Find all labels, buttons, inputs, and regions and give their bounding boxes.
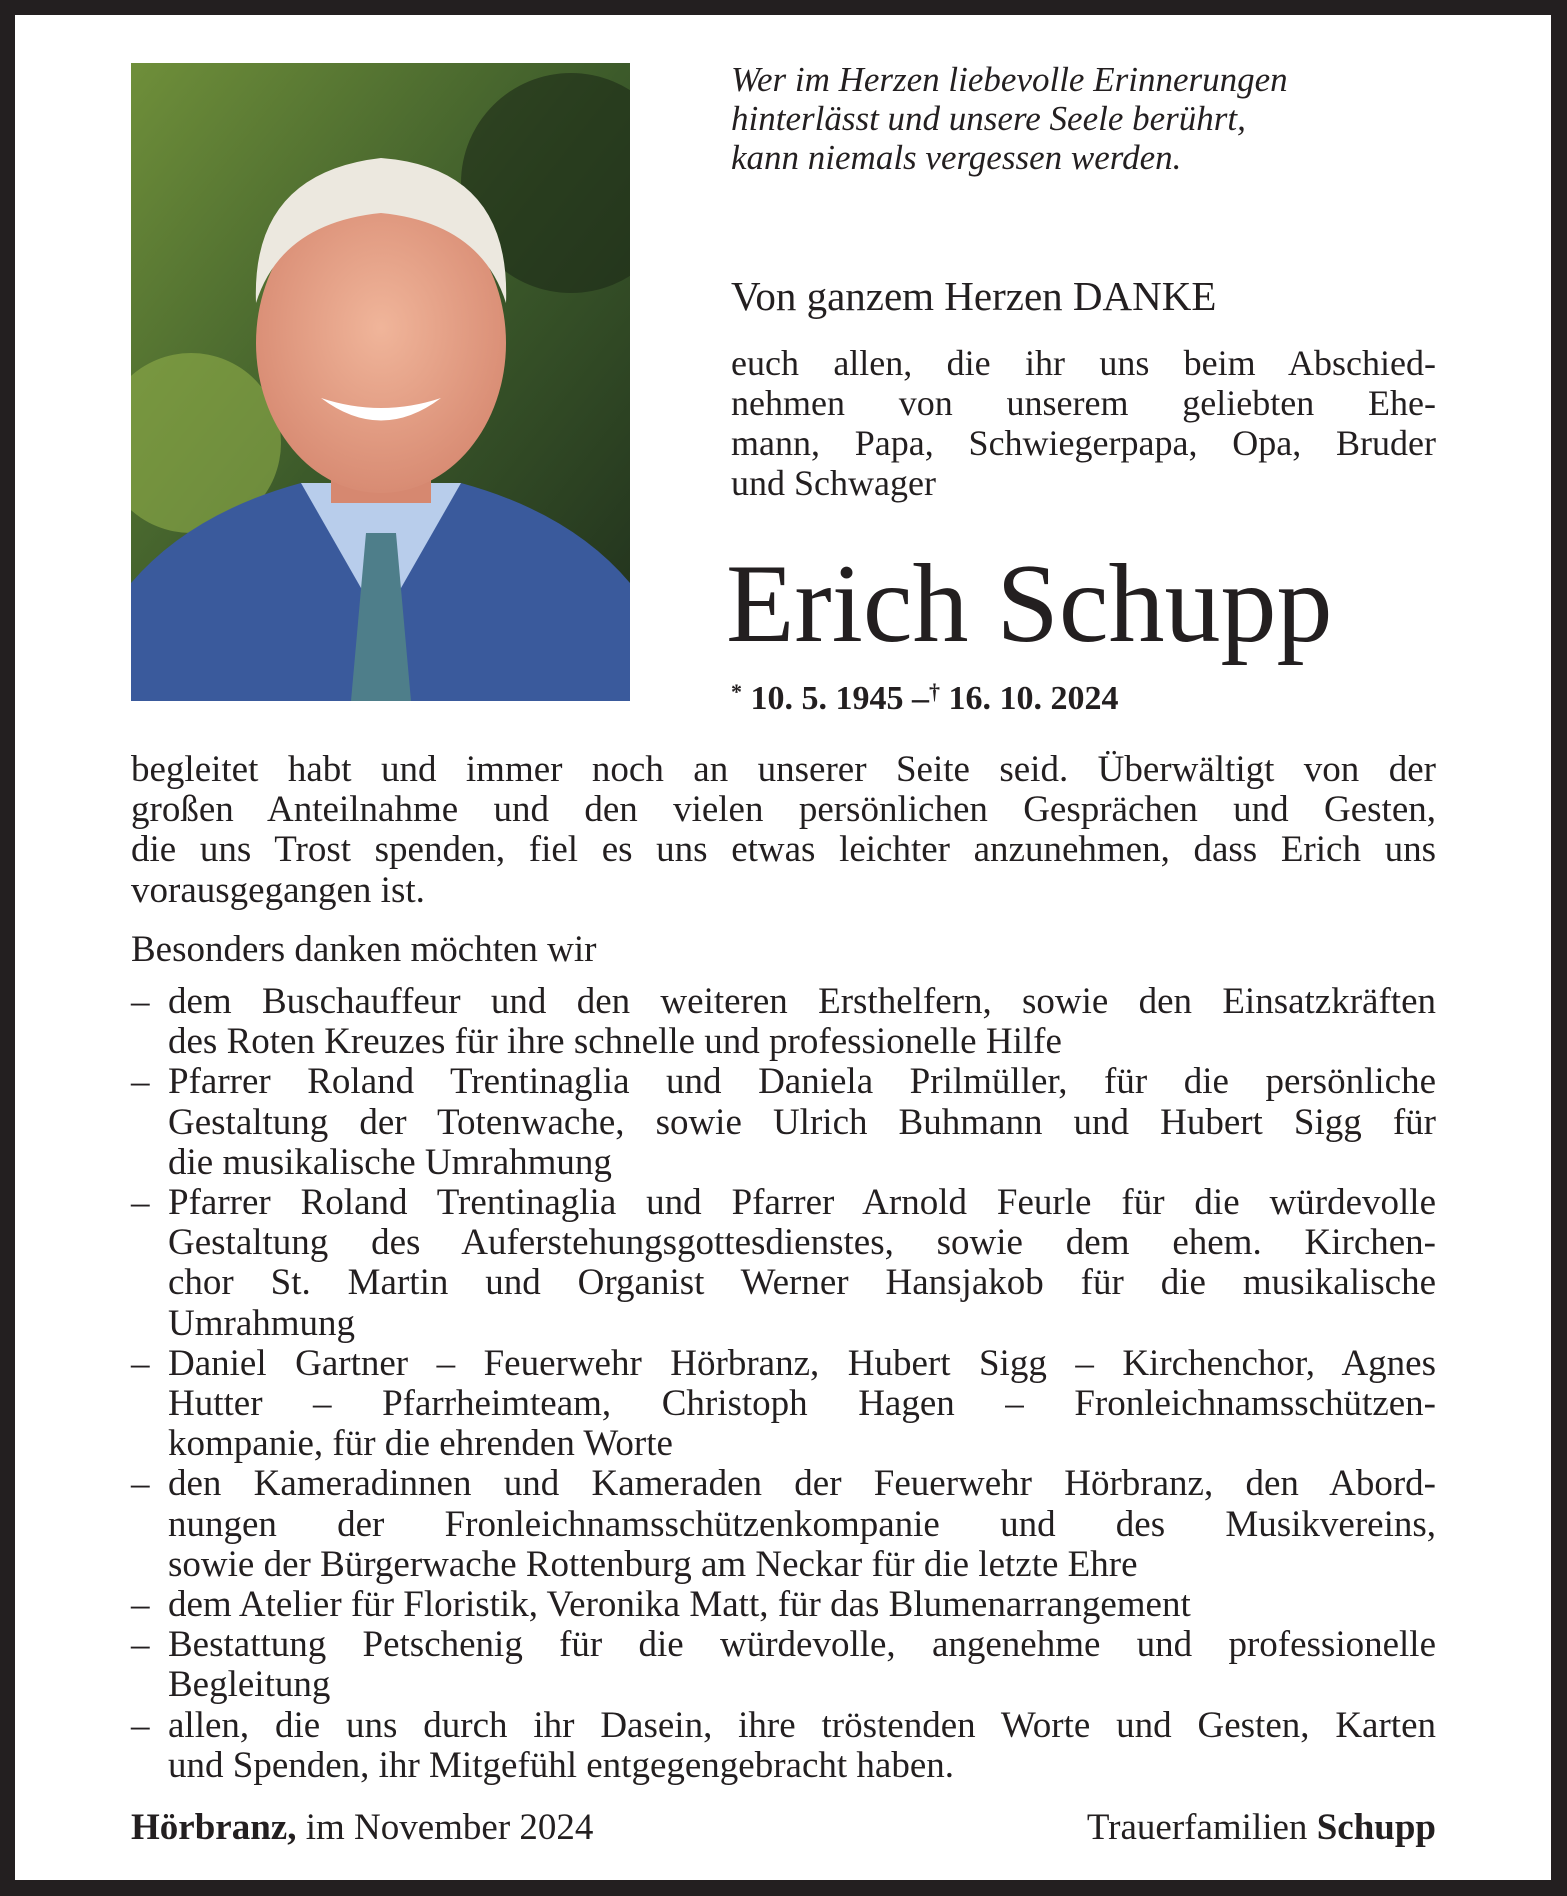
date-separator: – [912, 680, 929, 717]
list-item-line: des Roten Kreuzes für ihre schnelle und professionelle Hilfe [168, 1021, 1062, 1063]
thanks-intro: Besonders danken möchten wir [131, 929, 597, 970]
list-dash: – [131, 1704, 150, 1746]
list-item-line: Pfarrer Roland Trentinaglia und Pfarrer Arnold Feurle für die würdevolle [168, 1182, 1436, 1224]
birth-date: 10. 5. 1945 [750, 680, 904, 717]
list-item-line: die musikalische Umrahmung [168, 1141, 612, 1183]
list-dash: – [131, 1624, 150, 1666]
thanks-list [131, 982, 1436, 1786]
list-item-line: sowie der Bürgerwache Rottenburg am Neckar für die letzte Ehre [168, 1543, 1138, 1585]
list-item [131, 1344, 1436, 1465]
list-item-line: dem Buschauffeur und den weiteren Ersthelfern, sowie den Einsatzkräften [168, 981, 1436, 1022]
family-prefix: Trauerfamilien [1086, 1807, 1317, 1848]
place-date [131, 1808, 593, 1848]
life-dates [731, 672, 1119, 719]
list-item [131, 1585, 1436, 1625]
list-item-line: Begleitung [168, 1664, 331, 1706]
list-item-line: und Spenden, ihr Mitgefühl entgegengebracht haben. [168, 1744, 955, 1786]
body-paragraph [131, 750, 1436, 911]
family-name: Schupp [1316, 1807, 1436, 1848]
list-dash: – [131, 1463, 150, 1505]
list-item-line: nungen der Fronleichnamsschützenkompanie und des Musikvereins, [168, 1503, 1436, 1545]
signature [1087, 1808, 1436, 1848]
quote-line: kann niemals vergessen werden. [731, 138, 1182, 177]
list-item [131, 1062, 1436, 1183]
list-item-line: Gestaltung der Totenwache, sowie Ulrich Buhmann und Hubert Sigg für [168, 1101, 1436, 1143]
list-dash: – [131, 1584, 150, 1626]
birth-symbol: * [731, 679, 742, 704]
memorial-quote [731, 60, 1288, 177]
list-dash: – [131, 1342, 150, 1384]
death-symbol: † [929, 679, 940, 704]
list-item [131, 1464, 1436, 1585]
list-item [131, 1625, 1436, 1705]
date: im November 2024 [296, 1807, 594, 1848]
list-item-line: dem Atelier für Floristik, Veronika Matt, für das Blumenarrangement [168, 1584, 1191, 1626]
intro-line: mann, Papa, Schwiegerpapa, Opa, Bruder [731, 423, 1436, 463]
list-item-line: kompanie, für die ehrenden Worte [168, 1423, 673, 1465]
list-item-line: Hutter – Pfarrheimteam, Christoph Hagen – Fronleichnamsschützen- [168, 1383, 1436, 1425]
intro-line: euch allen, die ihr uns beim Abschied- [731, 343, 1436, 383]
list-item-line: den Kameradinnen und Kameraden der Feuerwehr Hörbranz, den Abord- [168, 1463, 1436, 1505]
list-dash: – [131, 1182, 150, 1224]
list-item [131, 1183, 1436, 1344]
list-item-line: Bestattung Petschenig für die würdevolle, angenehme und professionelle [168, 1624, 1436, 1666]
quote-line: Wer im Herzen liebevolle Erinnerungen [731, 60, 1288, 99]
place: Hörbranz, [131, 1807, 297, 1848]
body-line: vorausgegangen ist. [131, 869, 425, 911]
quote-line: hinterlässt und unsere Seele berührt, [731, 99, 1246, 138]
list-item-line: Gestaltung des Auferstehungsgottesdienstes, sowie dem ehem. Kirchen- [168, 1222, 1436, 1264]
list-item [131, 982, 1436, 1062]
list-item [131, 1706, 1436, 1786]
death-date: 16. 10. 2024 [948, 680, 1119, 717]
list-item-line: Umrahmung [168, 1302, 356, 1344]
intro-line: und Schwager [731, 463, 936, 503]
list-item-line: Pfarrer Roland Trentinaglia und Daniela Prilmüller, für die persönliche [168, 1061, 1436, 1103]
list-item-line: allen, die uns durch ihr Dasein, ihre tröstenden Worte und Gesten, Karten [168, 1704, 1436, 1746]
body-line: die uns Trost spenden, fiel es uns etwas leichter anzunehmen, dass Erich uns [131, 829, 1436, 871]
body-line: begleitet habt und immer noch an unserer Seite seid. Überwältigt von der [131, 749, 1436, 790]
body-line: großen Anteilnahme und den vielen persönlichen Gesprächen und Gesten, [131, 789, 1436, 831]
list-dash: – [131, 981, 150, 1022]
list-dash: – [131, 1061, 150, 1103]
intro-line: nehmen von unserem geliebten Ehe- [731, 383, 1436, 423]
deceased-name: Erich Schupp [726, 542, 1333, 666]
thanks-heading: Von ganzem Herzen DANKE [731, 273, 1217, 319]
list-item-line: Daniel Gartner – Feuerwehr Hörbranz, Hubert Sigg – Kirchenchor, Agnes [168, 1342, 1436, 1384]
portrait-photo [131, 63, 630, 701]
list-item-line: chor St. Martin und Organist Werner Hansjakob für die musikalische [168, 1262, 1436, 1304]
intro-paragraph [731, 343, 1436, 503]
